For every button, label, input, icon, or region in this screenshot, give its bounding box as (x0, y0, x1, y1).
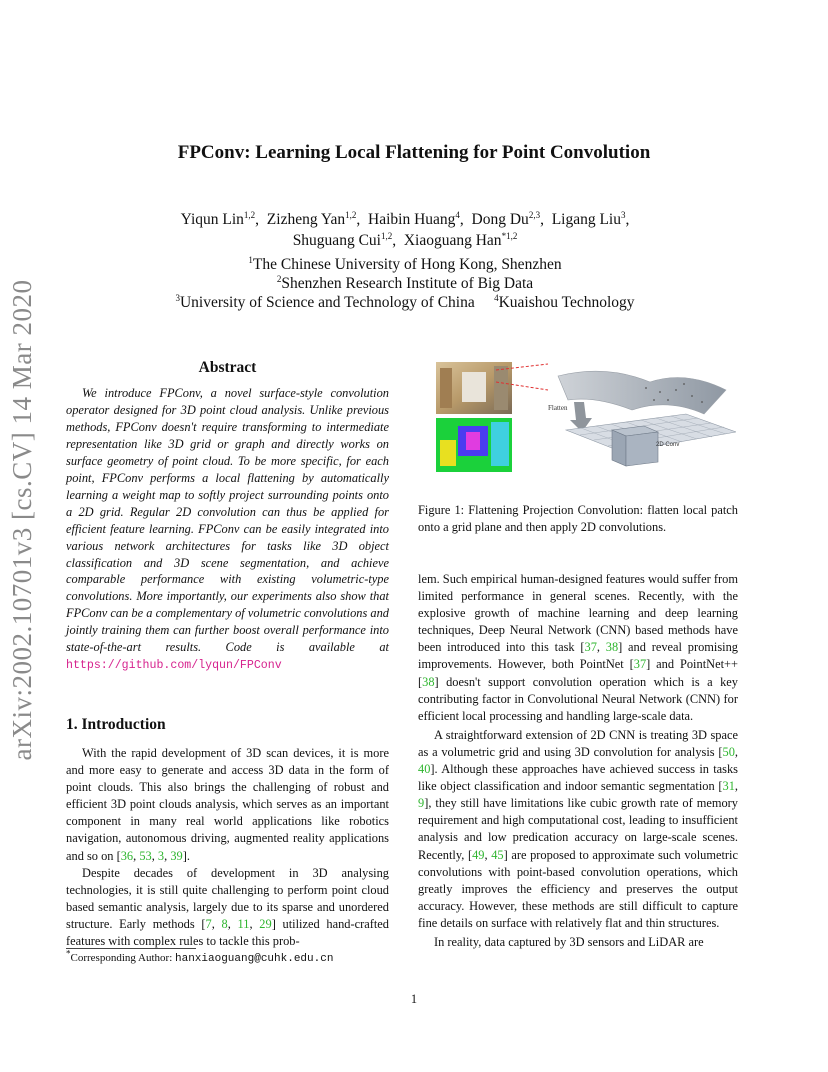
affiliation-3-4 (120, 294, 690, 312)
conv-kernel-box (612, 426, 658, 466)
affiliation-sup: 2 (276, 273, 282, 284)
citation-link[interactable]: 9 (418, 796, 425, 811)
citation-link[interactable]: 37 (584, 640, 597, 655)
author-name: Dong Du (471, 211, 529, 228)
citation-link[interactable]: 38 (605, 640, 619, 655)
author-sup: *1,2 (501, 230, 518, 241)
authors-line-1: Yiqun Lin$^{1,2}$, Zizheng Yan$^{1,2}$, Haibin Huang$^4$, Dong Du$^{2,3}$, Ligang Liu$^3$, (180, 209, 630, 228)
paragraph-text: ] utilized hand-crafted features with complex rules to tackle this prob- (66, 916, 389, 949)
footnote-label: Corresponding Author: (70, 952, 175, 964)
abstract-text: We introduce FPConv, a novel surface-style convolution operator designed for 3D point cloud analysis. Unlike previous methods, FPConv doesn't require transforming to intermediate representation like 3D grid or graph and directly works on surface geometry of point cloud. To be more specific, for each point, FPConv performs a local flattening by automatically learning a weight map to softly project surrounding points onto a 2D grid. Regular 2D convolution can thus be applied for efficient feature learning. FPConv can be easily integrated into various network architectures for tasks like 3D object classification and 3D scene segmentation, and achieve comparable performance with existing volumetric-type convolutions. More importantly, our experiments also show that FPConv can be a complementary of volumetric convolutions and jointly training them can further boost overall performance into state-of-the-art results. Code is available at (66, 386, 389, 655)
paragraph-text: ] doesn't support convolution operation which is a key contributing factor in Convolutional Neural Network (CNN) for efficient local processing and handling large-scale data. (418, 674, 738, 723)
code-link[interactable]: https://github.com/lyqun/FPConv (66, 659, 282, 673)
affiliation-sup: 4 (494, 292, 499, 303)
paragraph-text: ] and PointNet++ [ (418, 657, 738, 689)
paragraph-text: ], they still have limitations like cubic growth rate of memory requirement and high computational cost, leading to insufficient analysis and low predication accuracy on large-scale scenes. Recently, [ (418, 796, 738, 862)
citation-link[interactable]: 38 (422, 674, 435, 689)
author-name: Ligang Liu (551, 211, 621, 228)
footnote (66, 948, 334, 965)
flatten-label: Flatten (548, 404, 568, 412)
citation-link[interactable]: 37 (633, 657, 647, 672)
conv-label: 2D Conv (656, 442, 680, 448)
author-sup: 4 (455, 209, 460, 220)
arxiv-identifier: arXiv:2002.10701v3 [cs.CV] 14 Mar 2020 (6, 279, 37, 761)
citation-link[interactable]: 29 (259, 916, 272, 931)
author-sup: 1,2 (380, 230, 393, 241)
figure-1-illustration (436, 360, 736, 480)
author-sup: 1,2 (243, 209, 256, 220)
citation-link[interactable]: 49 (472, 847, 485, 862)
authors-line-2: Shuguang Cui$^{1,2}$, Xiaoguang Han$^{*1,2}$ (292, 230, 518, 249)
intro-paragraph-1: With the rapid development of 3D scan devices, it is more and more easy to generate and access 3D data in the form of point clouds. This also brings the challenging of robust and efficient 3D point clouds analysis, which serves as an important component in many real world applications like robotics navigation, autonomous driving, augmented reality applications and so on [36, 53, 3, 39]. Despite decades of development in 3D analysing technologies, it is still quite challenging to perform point cloud based semantic analysis, largely due to its sparse and unordered structure. Early methods [7, 8, 11, 29] utilized hand-crafted features with complex rules to tackle this prob- (66, 746, 389, 949)
affiliation-sup: 3 (175, 292, 180, 303)
citation-link[interactable]: 39 (170, 848, 183, 863)
abstract-heading: Abstract (198, 359, 257, 376)
citation-link[interactable]: 31 (722, 779, 735, 794)
affiliation-text: Kuaishou Technology (498, 294, 635, 311)
author-sup: 3 (621, 209, 626, 220)
citation-link[interactable]: 11 (237, 916, 250, 931)
author-name: Haibin Huang (368, 211, 456, 228)
figure-1 (436, 360, 736, 480)
paper-title: FPConv: Learning Local Flattening for Point Convolution (177, 142, 651, 163)
affiliation-2 (120, 275, 690, 293)
section-heading-introduction: 1. Introduction (66, 716, 166, 733)
paragraph-text: In reality, data captured by 3D sensors and LiDAR are (434, 934, 704, 949)
citation-link[interactable]: 8 (221, 916, 228, 931)
affiliation-text: University of Science and Technology of China (179, 294, 475, 311)
paragraph-text: Despite decades of development in 3D analysing technologies, it is still quite challenging to perform point cloud based semantic analysis, largely due to its sparse and unordered structure. Early methods [ (66, 865, 389, 931)
affiliation-1 (120, 256, 690, 274)
paragraph-text: A straightforward extension of 2D CNN is treating 3D space as a volumetric grid and using 3D convolution for analysis [ (418, 727, 738, 759)
author-name: Xiaoguang Han (403, 232, 502, 249)
footnote-email[interactable]: hanxiaoguang@cuhk.edu.cn (175, 953, 334, 965)
author-name: Yiqun Lin (180, 211, 244, 228)
citation-link[interactable]: 50 (722, 744, 735, 759)
citation-link[interactable]: 7 (205, 916, 212, 931)
citation-link[interactable]: 45 (491, 847, 504, 862)
author-sup: 2,3 (528, 209, 541, 220)
affiliation-text: The Chinese University of Hong Kong, Shenzhen (252, 256, 562, 273)
citation-link[interactable]: 53 (139, 848, 152, 863)
footnote-rule (66, 948, 196, 949)
paragraph-text: ] are proposed to approximate such volumetric convolutions with point-based convolution operations, which greatly improves the efficiency and preserves the output accuracy. However, these methods are still difficult to capture fine details on surface with relatively flat and thin structures. (418, 847, 739, 930)
figure-1-caption: Figure 1: Flattening Projection Convolution: flatten local patch onto a grid plane and then apply 2D convolutions. (418, 503, 738, 534)
author-name: Zizheng Yan (266, 211, 346, 228)
citation-link[interactable]: 3 (157, 848, 165, 863)
abstract-body (66, 385, 389, 675)
citation-link[interactable]: 36 (120, 848, 134, 863)
citation-link[interactable]: 40 (418, 762, 431, 777)
author-name: Shuguang Cui (292, 232, 381, 249)
footnote-marker: * (66, 948, 71, 959)
paragraph-text: ] and reveal promising improvements. However, both PointNet [ (418, 640, 738, 672)
intro-right-column: lem. Such empirical human-designed features would suffer from limited performance in general scenes. Recently, with the explosive growth of machine learning and deep learning techniques, Deep Neural Network (CNN) based methods have been introduced into this task [37, 38] and reveal promising improvements. However, both PointNet [37] and PointNet++ [38] doesn't support convolution operation which is a key contributing factor in Convolutional Neural Network (CNN) for efficient local processing and handling large-scale data. A straightforward extension of 2D CNN is treating 3D space as a volumetric grid and using 3D convolution for analysis [50, 40]. Although these approaches have achieved success in tasks like object classification and indoor semantic segmentation [31, 9], they still have limitations like cubic growth rate of memory requirement and high computational cost, leading to insufficient analysis and low predication accuracy on large-scale scenes. Recently, [49, 45] are proposed to approximate such volumetric convolutions with point-based convolution operations, which greatly improves the efficiency and preserves the output accuracy. However, these methods are still difficult to capture fine details on surface with relatively flat and thin structures. In reality, data captured by 3D sensors and LiDAR are (418, 572, 739, 949)
author-sup: 1,2 (345, 209, 357, 220)
affiliation-sup: 1 (248, 254, 253, 265)
affiliation-text: Shenzhen Research Institute of Big Data (281, 275, 534, 292)
paragraph-text: With the rapid development of 3D scan devices, it is more and more easy to generate and access 3D data in the form of point clouds. This also brings the challenging of robust and efficient 3D point clouds analysis, which serves as an important component in many real world applications like robotics navigation, autonomous driving, augmented reality applications and so on [ (66, 746, 389, 863)
paragraph-text: lem. Such empirical human-designed features would suffer from limited performance in general scenes. Recently, with the explosive growth of machine learning and deep learning techniques, Deep Neural Network (CNN) based methods have been introduced into this task [ (418, 572, 738, 655)
page-number: 1 (410, 992, 418, 1006)
paragraph-text: ]. Although these approaches have achieved success in tasks like object classification and indoor semantic segmentation [ (418, 762, 738, 794)
